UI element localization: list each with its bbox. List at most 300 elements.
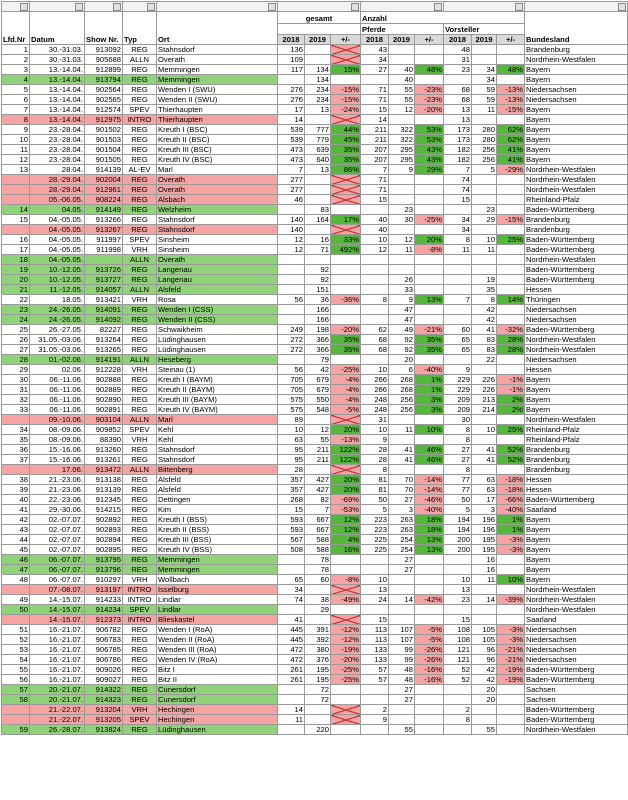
cell-gesamt-2018[interactable] bbox=[278, 305, 305, 315]
cell-gesamt-2019[interactable]: 78 bbox=[305, 565, 331, 575]
cell-lfd[interactable] bbox=[2, 175, 30, 185]
cell-vorsteller-2018[interactable] bbox=[444, 355, 472, 365]
cell-pferde-2019[interactable]: 11 bbox=[389, 245, 415, 255]
cell-vorsteller-2019[interactable]: 42 bbox=[472, 305, 497, 315]
cell-datum[interactable]: 16.-21.07. bbox=[30, 645, 85, 655]
cell-datum[interactable]: 06.-11.06. bbox=[30, 385, 85, 395]
cell-vorsteller-pm[interactable] bbox=[497, 205, 525, 215]
cell-vorsteller-2018[interactable]: 108 bbox=[444, 625, 472, 635]
cell-datum[interactable]: 06.-11.06. bbox=[30, 375, 85, 385]
cell-gesamt-pm-crossed[interactable] bbox=[331, 115, 361, 125]
cell-show[interactable]: 914092 bbox=[85, 315, 123, 325]
cell-datum[interactable]: 18.05. bbox=[30, 295, 85, 305]
cell-gesamt-2019[interactable] bbox=[305, 615, 331, 625]
cell-gesamt-2019[interactable]: 392 bbox=[305, 635, 331, 645]
cell-gesamt-2019[interactable]: 211 bbox=[305, 445, 331, 455]
cell-vorsteller-pm[interactable]: 1% bbox=[497, 525, 525, 535]
cell-ort[interactable]: Schwaikheim bbox=[157, 325, 278, 335]
cell-vorsteller-2018[interactable]: 48 bbox=[444, 45, 472, 55]
cell-ort[interactable]: Marl bbox=[157, 415, 278, 425]
cell-vorsteller-2018[interactable]: 68 bbox=[444, 85, 472, 95]
cell-vorsteller-pm[interactable]: -18% bbox=[497, 475, 525, 485]
cell-bundesland[interactable]: Baden-Württemberg bbox=[525, 325, 628, 335]
cell-vorsteller-2018[interactable] bbox=[444, 75, 472, 85]
cell-pferde-2019[interactable]: 99 bbox=[389, 655, 415, 665]
cell-pferde-2018[interactable]: 248 bbox=[361, 405, 389, 415]
cell-pferde-pm[interactable] bbox=[415, 225, 444, 235]
cell-gesamt-2019[interactable]: 60 bbox=[305, 575, 331, 585]
cell-show[interactable]: 909026 bbox=[85, 665, 123, 675]
cell-vorsteller-2018[interactable]: 229 bbox=[444, 375, 472, 385]
cell-vorsteller-2019[interactable]: 34 bbox=[472, 75, 497, 85]
cell-gesamt-2019[interactable]: 16 bbox=[305, 235, 331, 245]
cell-gesamt-2019[interactable]: 166 bbox=[305, 305, 331, 315]
cell-typ[interactable]: REG bbox=[123, 475, 157, 485]
cell-datum[interactable]: 21.-22.07. bbox=[30, 715, 85, 725]
cell-gesamt-pm-crossed[interactable] bbox=[331, 225, 361, 235]
cell-pferde-2018[interactable]: 10 bbox=[361, 235, 389, 245]
cell-pferde-2018[interactable]: 81 bbox=[361, 475, 389, 485]
cell-datum[interactable]: 10.-12.05. bbox=[30, 265, 85, 275]
cell-vorsteller-2019[interactable]: 41 bbox=[472, 445, 497, 455]
cell-datum[interactable]: 02.-07.07. bbox=[30, 545, 85, 555]
cell-pferde-2019[interactable]: 55 bbox=[389, 95, 415, 105]
cell-gesamt-2018[interactable]: 357 bbox=[278, 475, 305, 485]
cell-vorsteller-2019[interactable]: 214 bbox=[472, 405, 497, 415]
cell-ort[interactable]: Kreuth I (BAYM) bbox=[157, 375, 278, 385]
cell-pferde-2019[interactable] bbox=[389, 465, 415, 475]
cell-show[interactable]: 913267 bbox=[85, 225, 123, 235]
cell-lfd[interactable]: 19 bbox=[2, 265, 30, 275]
cell-datum[interactable]: 13.-14.04. bbox=[30, 95, 85, 105]
cell-pferde-2019[interactable]: 9 bbox=[389, 295, 415, 305]
cell-vorsteller-pm[interactable] bbox=[497, 115, 525, 125]
cell-typ[interactable]: INTRO bbox=[123, 585, 157, 595]
cell-pferde-2019[interactable]: 33 bbox=[389, 285, 415, 295]
cell-pferde-pm[interactable]: 3% bbox=[415, 405, 444, 415]
cell-pferde-pm[interactable]: 13% bbox=[415, 295, 444, 305]
cell-pferde-2019[interactable]: 254 bbox=[389, 545, 415, 555]
cell-show[interactable]: 909852 bbox=[85, 425, 123, 435]
cell-lfd[interactable]: 55 bbox=[2, 665, 30, 675]
cell-gesamt-pm[interactable] bbox=[331, 725, 361, 735]
cell-pferde-2019[interactable]: 27 bbox=[389, 495, 415, 505]
cell-lfd[interactable]: 40 bbox=[2, 495, 30, 505]
cell-ort[interactable]: Kreuth IV (BAYM) bbox=[157, 405, 278, 415]
cell-pferde-pm[interactable] bbox=[415, 465, 444, 475]
cell-pferde-pm[interactable] bbox=[415, 115, 444, 125]
cell-gesamt-pm[interactable]: -8% bbox=[331, 575, 361, 585]
cell-typ[interactable]: REG bbox=[123, 95, 157, 105]
cell-datum[interactable]: 02.-07.07. bbox=[30, 525, 85, 535]
cell-show[interactable]: 913197 bbox=[85, 585, 123, 595]
cell-typ[interactable]: REG bbox=[123, 525, 157, 535]
cell-ort[interactable]: Kreuth II (BSC) bbox=[157, 135, 278, 145]
cell-gesamt-2018[interactable]: 249 bbox=[278, 325, 305, 335]
cell-ort[interactable]: Sinsheim bbox=[157, 245, 278, 255]
cell-gesamt-2018[interactable] bbox=[278, 315, 305, 325]
cell-vorsteller-pm[interactable] bbox=[497, 585, 525, 595]
cell-bundesland[interactable]: Brandenburg bbox=[525, 225, 628, 235]
cell-datum[interactable]: 16.-21.07. bbox=[30, 675, 85, 685]
cell-vorsteller-pm[interactable] bbox=[497, 225, 525, 235]
cell-bundesland[interactable]: Nordrhein-Westfalen bbox=[525, 165, 628, 175]
cell-vorsteller-pm[interactable] bbox=[497, 195, 525, 205]
cell-gesamt-2018[interactable] bbox=[278, 265, 305, 275]
cell-vorsteller-2019[interactable]: 22 bbox=[472, 355, 497, 365]
cell-bundesland[interactable]: Brandenburg bbox=[525, 45, 628, 55]
cell-vorsteller-2019[interactable]: 20 bbox=[472, 685, 497, 695]
cell-lfd[interactable]: 32 bbox=[2, 395, 30, 405]
cell-typ[interactable]: REG bbox=[123, 215, 157, 225]
cell-pferde-pm[interactable] bbox=[415, 685, 444, 695]
cell-lfd[interactable]: 33 bbox=[2, 405, 30, 415]
cell-lfd[interactable]: 8 bbox=[2, 115, 30, 125]
cell-pferde-2018[interactable]: 207 bbox=[361, 145, 389, 155]
cell-lfd[interactable] bbox=[2, 185, 30, 195]
cell-bundesland[interactable]: Saarland bbox=[525, 505, 628, 515]
cell-bundesland[interactable]: Bayern bbox=[525, 395, 628, 405]
cell-pferde-2018[interactable]: 28 bbox=[361, 445, 389, 455]
cell-ort[interactable]: Lindlar bbox=[157, 595, 278, 605]
cell-vorsteller-2018[interactable]: 9 bbox=[444, 365, 472, 375]
cell-vorsteller-pm[interactable]: -18% bbox=[497, 485, 525, 495]
cell-typ[interactable]: SPEV bbox=[123, 425, 157, 435]
cell-vorsteller-pm[interactable]: -32% bbox=[497, 325, 525, 335]
cell-gesamt-2018[interactable] bbox=[278, 555, 305, 565]
cell-ort[interactable]: Cunersdorf bbox=[157, 695, 278, 705]
cell-gesamt-2018[interactable] bbox=[278, 255, 305, 265]
cell-show[interactable]: 911998 bbox=[85, 245, 123, 255]
cell-vorsteller-2019[interactable]: 42 bbox=[472, 675, 497, 685]
cell-bundesland[interactable]: Niedersachsen bbox=[525, 635, 628, 645]
cell-pferde-pm[interactable]: -21% bbox=[415, 325, 444, 335]
cell-show[interactable]: 914233 bbox=[85, 595, 123, 605]
cell-show[interactable]: 912899 bbox=[85, 65, 123, 75]
cell-ort[interactable]: Hechingen bbox=[157, 705, 278, 715]
cell-pferde-2019[interactable]: 41 bbox=[389, 445, 415, 455]
cell-pferde-2018[interactable]: 71 bbox=[361, 175, 389, 185]
cell-gesamt-pm-crossed[interactable] bbox=[331, 465, 361, 475]
cell-pferde-2018[interactable]: 28 bbox=[361, 455, 389, 465]
cell-pferde-2018[interactable] bbox=[361, 695, 389, 705]
cell-pferde-pm[interactable]: 1% bbox=[415, 385, 444, 395]
cell-vorsteller-2019[interactable]: 19 bbox=[472, 275, 497, 285]
cell-typ[interactable]: INTRO bbox=[123, 595, 157, 605]
cell-gesamt-2019[interactable]: 92 bbox=[305, 275, 331, 285]
cell-pferde-2018[interactable] bbox=[361, 285, 389, 295]
cell-vorsteller-2019[interactable] bbox=[472, 435, 497, 445]
cell-pferde-2018[interactable]: 8 bbox=[361, 465, 389, 475]
cell-pferde-2019[interactable]: 41 bbox=[389, 455, 415, 465]
cell-gesamt-2019[interactable]: 92 bbox=[305, 265, 331, 275]
cell-gesamt-2019[interactable]: 164 bbox=[305, 215, 331, 225]
cell-gesamt-pm[interactable]: -5% bbox=[331, 405, 361, 415]
cell-vorsteller-pm[interactable]: -15% bbox=[497, 105, 525, 115]
cell-bundesland[interactable]: Niedersachsen bbox=[525, 95, 628, 105]
cell-pferde-2019[interactable]: 26 bbox=[389, 275, 415, 285]
cell-ort[interactable]: Kreuth I (BSS) bbox=[157, 515, 278, 525]
cell-typ[interactable]: REG bbox=[123, 125, 157, 135]
cell-vorsteller-2019[interactable]: 20 bbox=[472, 695, 497, 705]
cell-pferde-2018[interactable]: 71 bbox=[361, 85, 389, 95]
cell-vorsteller-2019[interactable]: 42 bbox=[472, 315, 497, 325]
cell-gesamt-2018[interactable]: 473 bbox=[278, 145, 305, 155]
cell-lfd[interactable]: 42 bbox=[2, 515, 30, 525]
cell-pferde-pm[interactable]: -40% bbox=[415, 365, 444, 375]
cell-pferde-2019[interactable] bbox=[389, 605, 415, 615]
cell-ort[interactable]: Dettingen bbox=[157, 495, 278, 505]
cell-datum[interactable]: 22.-23.06. bbox=[30, 495, 85, 505]
cell-vorsteller-pm[interactable] bbox=[497, 55, 525, 65]
cell-vorsteller-pm[interactable] bbox=[497, 285, 525, 295]
cell-vorsteller-2018[interactable]: 65 bbox=[444, 335, 472, 345]
cell-show[interactable]: 914149 bbox=[85, 205, 123, 215]
cell-bundesland[interactable]: Hessen bbox=[525, 285, 628, 295]
cell-gesamt-2018[interactable]: 7 bbox=[278, 165, 305, 175]
cell-gesamt-2018[interactable]: 117 bbox=[278, 65, 305, 75]
cell-pferde-pm[interactable] bbox=[415, 565, 444, 575]
cell-bundesland[interactable]: Hessen bbox=[525, 475, 628, 485]
cell-vorsteller-pm[interactable] bbox=[497, 715, 525, 725]
cell-ort[interactable]: Wollbach bbox=[157, 575, 278, 585]
cell-gesamt-2018[interactable]: 140 bbox=[278, 225, 305, 235]
cell-pferde-2018[interactable]: 10 bbox=[361, 425, 389, 435]
cell-ort[interactable]: Wenden I (SWU) bbox=[157, 85, 278, 95]
cell-ort[interactable]: Wenden III (RoA) bbox=[157, 645, 278, 655]
cell-pferde-2019[interactable] bbox=[389, 255, 415, 265]
cell-show[interactable]: 913794 bbox=[85, 75, 123, 85]
cell-bundesland[interactable]: Baden-Württemberg bbox=[525, 205, 628, 215]
cell-gesamt-2019[interactable] bbox=[305, 255, 331, 265]
filter-pferde[interactable] bbox=[361, 2, 444, 12]
cell-bundesland[interactable]: Bayern bbox=[525, 125, 628, 135]
cell-show[interactable]: 913260 bbox=[85, 445, 123, 455]
cell-vorsteller-pm[interactable] bbox=[497, 465, 525, 475]
cell-show[interactable]: 82227 bbox=[85, 325, 123, 335]
cell-typ[interactable]: REG bbox=[123, 345, 157, 355]
cell-gesamt-pm-crossed[interactable] bbox=[331, 615, 361, 625]
cell-vorsteller-2018[interactable] bbox=[444, 205, 472, 215]
cell-vorsteller-pm[interactable]: -1% bbox=[497, 375, 525, 385]
cell-pferde-2018[interactable]: 43 bbox=[361, 45, 389, 55]
cell-vorsteller-2019[interactable]: 96 bbox=[472, 645, 497, 655]
cell-ort[interactable]: Thierhaupten bbox=[157, 105, 278, 115]
cell-pferde-pm[interactable] bbox=[415, 55, 444, 65]
cell-vorsteller-2019[interactable] bbox=[472, 265, 497, 275]
cell-lfd[interactable]: 43 bbox=[2, 525, 30, 535]
cell-vorsteller-2018[interactable]: 15 bbox=[444, 195, 472, 205]
cell-show[interactable]: 913796 bbox=[85, 565, 123, 575]
cell-gesamt-2019[interactable]: 550 bbox=[305, 395, 331, 405]
cell-vorsteller-pm[interactable]: -1% bbox=[497, 385, 525, 395]
cell-gesamt-2019[interactable]: 134 bbox=[305, 65, 331, 75]
cell-typ[interactable]: REG bbox=[123, 75, 157, 85]
cell-datum[interactable]: 30.-31.03. bbox=[30, 45, 85, 55]
cell-show[interactable]: 902895 bbox=[85, 545, 123, 555]
cell-ort[interactable]: Kreuth III (BSC) bbox=[157, 145, 278, 155]
cell-datum[interactable]: 21.-23.06. bbox=[30, 475, 85, 485]
cell-ort[interactable]: Memmingen bbox=[157, 65, 278, 75]
cell-vorsteller-2019[interactable]: 16 bbox=[472, 565, 497, 575]
cell-vorsteller-2019[interactable] bbox=[472, 605, 497, 615]
cell-bundesland[interactable]: Bayern bbox=[525, 145, 628, 155]
cell-show[interactable]: 913421 bbox=[85, 295, 123, 305]
cell-lfd[interactable]: 11 bbox=[2, 145, 30, 155]
cell-vorsteller-2018[interactable] bbox=[444, 695, 472, 705]
cell-vorsteller-2018[interactable]: 65 bbox=[444, 345, 472, 355]
cell-typ[interactable]: INTRO bbox=[123, 115, 157, 125]
cell-gesamt-2019[interactable]: 151 bbox=[305, 285, 331, 295]
cell-gesamt-2018[interactable]: 277 bbox=[278, 175, 305, 185]
cell-gesamt-pm[interactable] bbox=[331, 205, 361, 215]
cell-show[interactable]: 901503 bbox=[85, 135, 123, 145]
cell-vorsteller-2018[interactable]: 34 bbox=[444, 225, 472, 235]
cell-ort[interactable]: Lüdinghausen bbox=[157, 335, 278, 345]
cell-pferde-2019[interactable]: 49 bbox=[389, 325, 415, 335]
cell-datum[interactable]: 02.-07.07. bbox=[30, 535, 85, 545]
cell-vorsteller-2019[interactable]: 226 bbox=[472, 385, 497, 395]
cell-gesamt-pm[interactable]: -36% bbox=[331, 295, 361, 305]
cell-ort[interactable]: Wenden II (CSS) bbox=[157, 315, 278, 325]
cell-gesamt-2018[interactable]: 593 bbox=[278, 525, 305, 535]
cell-gesamt-2019[interactable] bbox=[305, 185, 331, 195]
cell-gesamt-2019[interactable]: 78 bbox=[305, 555, 331, 565]
cell-pferde-2018[interactable]: 211 bbox=[361, 125, 389, 135]
cell-gesamt-pm-crossed[interactable] bbox=[331, 185, 361, 195]
cell-datum[interactable]: 04.05. bbox=[30, 205, 85, 215]
cell-lfd[interactable]: 24 bbox=[2, 315, 30, 325]
cell-vorsteller-pm[interactable] bbox=[497, 695, 525, 705]
cell-pferde-2018[interactable]: 133 bbox=[361, 655, 389, 665]
cell-ort[interactable]: Alsfeld bbox=[157, 285, 278, 295]
cell-vorsteller-2019[interactable]: 63 bbox=[472, 485, 497, 495]
cell-typ[interactable]: ALLN bbox=[123, 55, 157, 65]
cell-bundesland[interactable]: Niedersachsen bbox=[525, 315, 628, 325]
cell-lfd[interactable]: 45 bbox=[2, 545, 30, 555]
cell-vorsteller-2018[interactable]: 23 bbox=[444, 595, 472, 605]
cell-vorsteller-2018[interactable]: 8 bbox=[444, 465, 472, 475]
cell-datum[interactable]: 31.05.-03.06. bbox=[30, 335, 85, 345]
cell-vorsteller-pm[interactable]: 1% bbox=[497, 515, 525, 525]
cell-gesamt-pm[interactable]: -12% bbox=[331, 635, 361, 645]
cell-pferde-pm[interactable]: 18% bbox=[415, 515, 444, 525]
cell-pferde-2019[interactable] bbox=[389, 115, 415, 125]
cell-lfd[interactable] bbox=[2, 705, 30, 715]
cell-typ[interactable]: SPEV bbox=[123, 235, 157, 245]
cell-bundesland[interactable]: Bayern bbox=[525, 555, 628, 565]
cell-gesamt-2018[interactable]: 56 bbox=[278, 365, 305, 375]
cell-vorsteller-pm[interactable]: -3% bbox=[497, 545, 525, 555]
cell-show[interactable]: 902004 bbox=[85, 175, 123, 185]
cell-typ[interactable]: REG bbox=[123, 225, 157, 235]
cell-pferde-pm[interactable] bbox=[415, 725, 444, 735]
cell-datum[interactable]: 07.-08.07. bbox=[30, 585, 85, 595]
cell-bundesland[interactable]: Bayern bbox=[525, 155, 628, 165]
cell-pferde-2018[interactable]: 2 bbox=[361, 705, 389, 715]
cell-bundesland[interactable]: Baden-Württemberg bbox=[525, 245, 628, 255]
cell-vorsteller-2018[interactable]: 27 bbox=[444, 445, 472, 455]
cell-gesamt-2019[interactable] bbox=[305, 45, 331, 55]
cell-pferde-2018[interactable]: 225 bbox=[361, 545, 389, 555]
cell-vorsteller-2018[interactable]: 5 bbox=[444, 505, 472, 515]
cell-vorsteller-2019[interactable]: 96 bbox=[472, 655, 497, 665]
cell-lfd[interactable]: 44 bbox=[2, 535, 30, 545]
cell-gesamt-2018[interactable] bbox=[278, 685, 305, 695]
cell-typ[interactable]: REG bbox=[123, 135, 157, 145]
cell-gesamt-pm[interactable]: -53% bbox=[331, 505, 361, 515]
cell-pferde-pm[interactable] bbox=[415, 195, 444, 205]
cell-datum[interactable]: 26.-27.05. bbox=[30, 325, 85, 335]
cell-bundesland[interactable]: Niedersachsen bbox=[525, 355, 628, 365]
cell-ort[interactable]: Steinau (1) bbox=[157, 365, 278, 375]
cell-vorsteller-2018[interactable]: 200 bbox=[444, 545, 472, 555]
cell-bundesland[interactable]: Bayern bbox=[525, 75, 628, 85]
cell-gesamt-2019[interactable]: 72 bbox=[305, 695, 331, 705]
cell-typ[interactable]: REG bbox=[123, 185, 157, 195]
cell-gesamt-2019[interactable]: 588 bbox=[305, 535, 331, 545]
cell-vorsteller-2019[interactable]: 8 bbox=[472, 295, 497, 305]
cell-vorsteller-2019[interactable]: 11 bbox=[472, 575, 497, 585]
cell-show[interactable]: 913727 bbox=[85, 275, 123, 285]
cell-lfd[interactable]: 37 bbox=[2, 455, 30, 465]
cell-bundesland[interactable]: Hessen bbox=[525, 365, 628, 375]
cell-show[interactable]: 912975 bbox=[85, 115, 123, 125]
cell-show[interactable]: 913092 bbox=[85, 45, 123, 55]
cell-lfd[interactable]: 31 bbox=[2, 385, 30, 395]
cell-pferde-2019[interactable] bbox=[389, 175, 415, 185]
cell-gesamt-pm[interactable]: 20% bbox=[331, 485, 361, 495]
cell-show[interactable]: 88390 bbox=[85, 435, 123, 445]
cell-gesamt-pm[interactable]: -4% bbox=[331, 395, 361, 405]
cell-gesamt-pm[interactable]: 492% bbox=[331, 245, 361, 255]
cell-lfd[interactable]: 28 bbox=[2, 355, 30, 365]
cell-pferde-2019[interactable]: 295 bbox=[389, 145, 415, 155]
cell-gesamt-2019[interactable]: 639 bbox=[305, 145, 331, 155]
cell-vorsteller-2018[interactable]: 8 bbox=[444, 435, 472, 445]
cell-vorsteller-pm[interactable] bbox=[497, 685, 525, 695]
cell-pferde-2018[interactable]: 40 bbox=[361, 225, 389, 235]
cell-typ[interactable]: REG bbox=[123, 275, 157, 285]
cell-vorsteller-2019[interactable]: 34 bbox=[472, 65, 497, 75]
cell-gesamt-2019[interactable]: 79 bbox=[305, 355, 331, 365]
cell-pferde-2019[interactable]: 322 bbox=[389, 125, 415, 135]
cell-lfd[interactable]: 49 bbox=[2, 595, 30, 605]
cell-vorsteller-pm[interactable] bbox=[497, 365, 525, 375]
cell-vorsteller-2018[interactable]: 74 bbox=[444, 175, 472, 185]
cell-show[interactable]: 914091 bbox=[85, 305, 123, 315]
cell-datum[interactable]: 05.-06.05. bbox=[30, 195, 85, 205]
cell-vorsteller-2018[interactable]: 13 bbox=[444, 105, 472, 115]
cell-vorsteller-pm[interactable]: -15% bbox=[497, 215, 525, 225]
cell-vorsteller-2018[interactable]: 229 bbox=[444, 385, 472, 395]
cell-vorsteller-2018[interactable]: 77 bbox=[444, 485, 472, 495]
cell-gesamt-pm[interactable] bbox=[331, 695, 361, 705]
cell-typ[interactable]: SPEV bbox=[123, 105, 157, 115]
cell-pferde-2019[interactable]: 99 bbox=[389, 645, 415, 655]
cell-ort[interactable]: Lüdinghausen bbox=[157, 725, 278, 735]
cell-pferde-pm[interactable] bbox=[415, 605, 444, 615]
cell-gesamt-2019[interactable] bbox=[305, 195, 331, 205]
cell-pferde-pm[interactable] bbox=[415, 585, 444, 595]
cell-gesamt-pm[interactable] bbox=[331, 75, 361, 85]
cell-pferde-pm[interactable]: -14% bbox=[415, 475, 444, 485]
cell-vorsteller-pm[interactable]: -19% bbox=[497, 675, 525, 685]
cell-pferde-2019[interactable]: 30 bbox=[389, 215, 415, 225]
cell-lfd[interactable]: 16 bbox=[2, 235, 30, 245]
cell-vorsteller-2019[interactable]: 256 bbox=[472, 145, 497, 155]
cell-bundesland[interactable]: Bayern bbox=[525, 525, 628, 535]
